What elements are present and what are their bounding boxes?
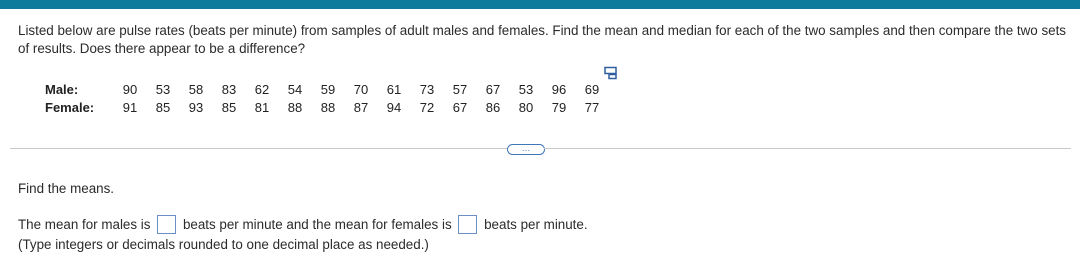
question-text: Listed below are pulse rates (beats per minute) from samples of adult males and females. Find the mean and median for each of the two samples and then compare the two sets of results. Does there appear to be a difference? bbox=[18, 23, 1067, 56]
female-value: 79 bbox=[551, 100, 567, 115]
section-divider-right bbox=[544, 148, 1071, 149]
female-value: 72 bbox=[419, 100, 435, 115]
female-value: 88 bbox=[287, 100, 303, 115]
find-means-prompt: Find the means. bbox=[18, 181, 115, 196]
top-accent-bar bbox=[0, 0, 1080, 9]
male-value: 69 bbox=[584, 82, 600, 97]
answer-text-part2: beats per minute and the mean for females is bbox=[182, 217, 452, 232]
female-value: 85 bbox=[155, 100, 171, 115]
male-value: 61 bbox=[386, 82, 402, 97]
male-value: 73 bbox=[419, 82, 435, 97]
answer-text-part3: beats per minute. bbox=[484, 217, 588, 232]
male-value: 54 bbox=[287, 82, 303, 97]
female-label: Female: bbox=[45, 100, 95, 115]
answer-text-part1: The mean for males is bbox=[18, 217, 151, 232]
male-mean-input[interactable] bbox=[157, 215, 176, 234]
male-value: 62 bbox=[254, 82, 270, 97]
female-value: 81 bbox=[254, 100, 270, 115]
male-value: 70 bbox=[353, 82, 369, 97]
male-value: 90 bbox=[122, 82, 138, 97]
male-label: Male: bbox=[45, 82, 79, 97]
female-mean-input[interactable] bbox=[458, 215, 477, 234]
female-value: 88 bbox=[320, 100, 336, 115]
copy-data-icon[interactable] bbox=[603, 66, 619, 80]
female-value: 67 bbox=[452, 100, 468, 115]
female-value: 87 bbox=[353, 100, 369, 115]
section-divider-left bbox=[10, 148, 510, 149]
female-value: 80 bbox=[518, 100, 534, 115]
female-value: 77 bbox=[584, 100, 600, 115]
input-hint: (Type integers or decimals rounded to one decimal place as needed.) bbox=[18, 237, 429, 252]
male-value: 96 bbox=[551, 82, 567, 97]
male-value: 57 bbox=[452, 82, 468, 97]
expand-button[interactable]: … bbox=[507, 144, 545, 155]
male-value: 59 bbox=[320, 82, 336, 97]
female-value: 86 bbox=[485, 100, 501, 115]
male-value: 67 bbox=[485, 82, 501, 97]
female-value: 94 bbox=[386, 100, 402, 115]
answer-sentence bbox=[18, 215, 588, 234]
male-value: 58 bbox=[188, 82, 204, 97]
female-value: 93 bbox=[188, 100, 204, 115]
male-value: 83 bbox=[221, 82, 237, 97]
female-value: 91 bbox=[122, 100, 138, 115]
male-value: 53 bbox=[155, 82, 171, 97]
male-value: 53 bbox=[518, 82, 534, 97]
female-value: 85 bbox=[221, 100, 237, 115]
